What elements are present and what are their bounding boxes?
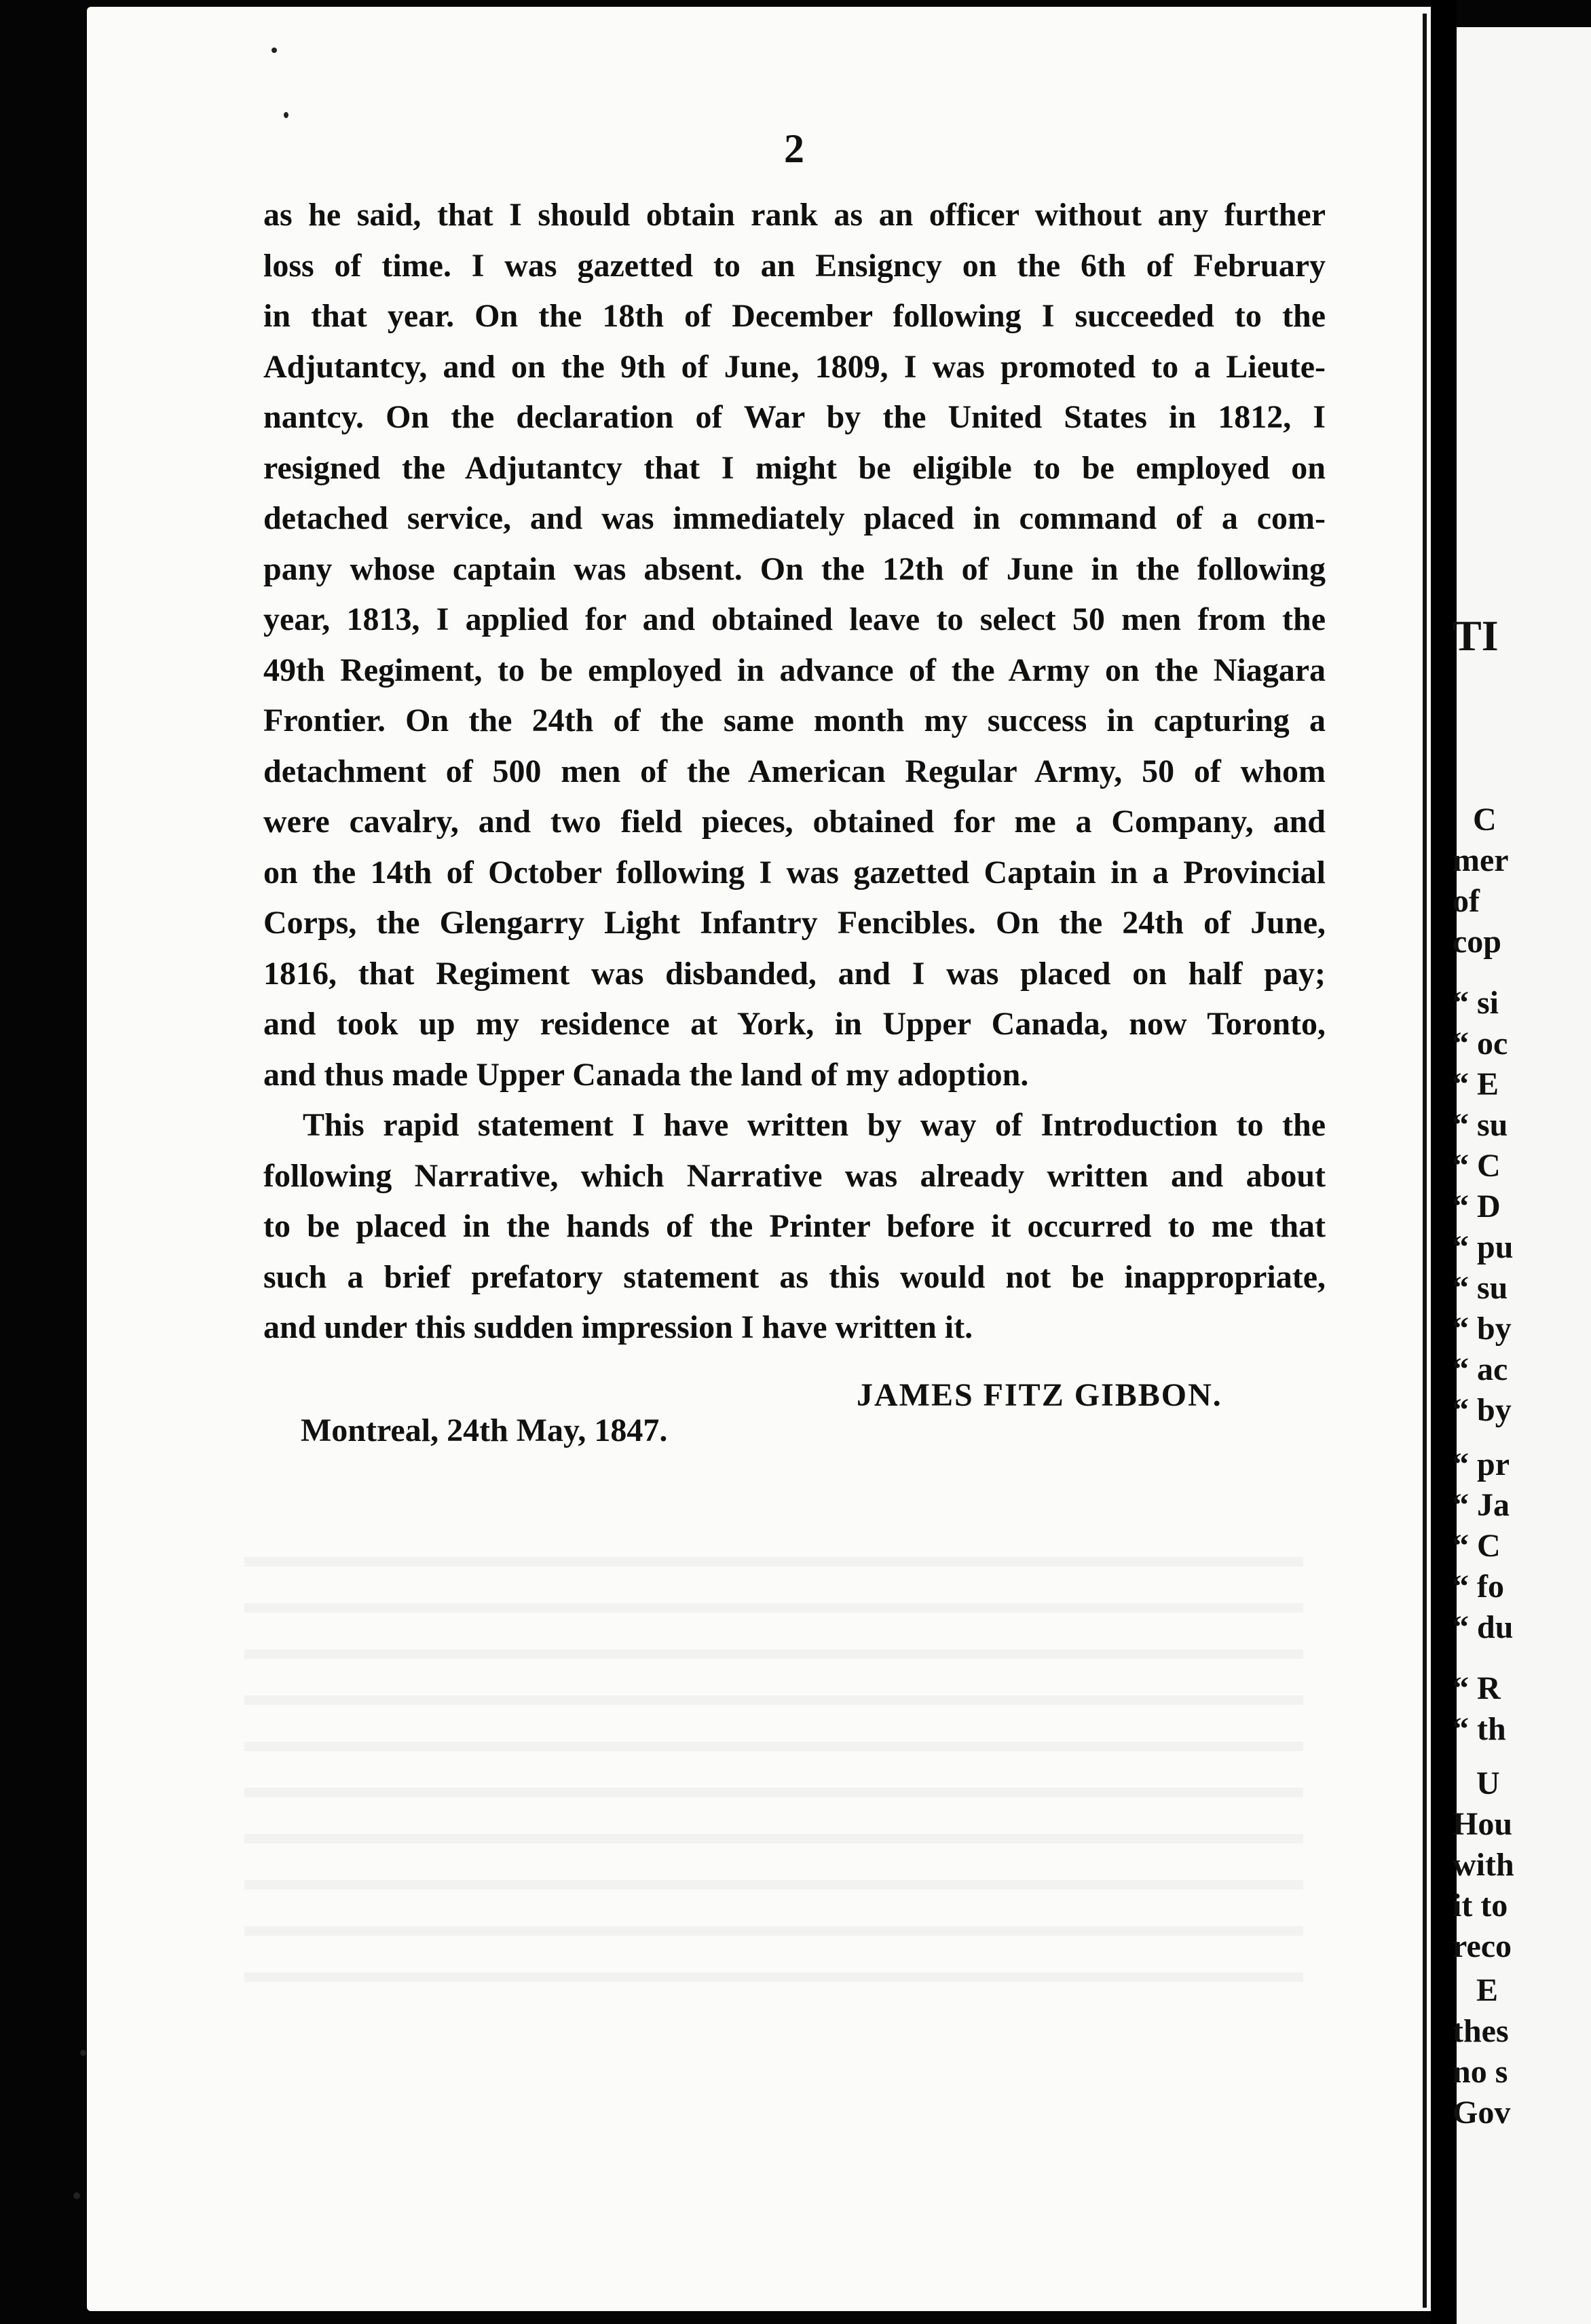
facing-page-fragment: with — [1453, 1847, 1514, 1883]
facing-page-fragment: “ by — [1453, 1311, 1512, 1347]
scan-speck — [80, 2050, 86, 2056]
dateline: Montreal, 24th May, 1847. — [301, 1412, 668, 1448]
facing-page-fragment: U — [1476, 1765, 1500, 1801]
text-line: to be placed in the hands of the Printer before it occurred to me that — [263, 1208, 1326, 1244]
facing-page-fragment: “ C — [1453, 1528, 1501, 1564]
text-line: and took up my residence at York, in Upper Canada, now Toronto, — [263, 1006, 1326, 1042]
facing-page-fragment: reco — [1453, 1928, 1512, 1964]
facing-page-fragment: “ Ja — [1453, 1487, 1510, 1523]
facing-page-fragment: “ oc — [1453, 1026, 1508, 1062]
facing-page-fragment: “ D — [1453, 1188, 1501, 1224]
scan-speck — [284, 112, 288, 118]
text-line: Corps, the Glengarry Light Infantry Fencibles. On the 24th of June, — [263, 905, 1326, 941]
facing-page-fragment: “ E — [1453, 1066, 1499, 1102]
facing-page-fragment: “ si — [1453, 985, 1499, 1021]
facing-page-fragment: “ su — [1453, 1270, 1508, 1306]
facing-page-fragment: “ R — [1453, 1670, 1501, 1706]
text-line: following Narrative, which Narrative was already written and about — [263, 1157, 1326, 1194]
facing-page-fragment: of — [1453, 883, 1480, 919]
text-line: as he said, that I should obtain rank as an officer without any further — [263, 197, 1326, 233]
text-line: year, 1813, I applied for and obtained leave to select 50 men from the — [263, 601, 1326, 637]
facing-page-fragment: “ C — [1453, 1148, 1501, 1184]
facing-page-fragment: “ pu — [1453, 1229, 1514, 1265]
text-line: Frontier. On the 24th of the same month my success in capturing a — [263, 702, 1326, 738]
text-line: on the 14th of October following I was gazetted Captain in a Provincial — [263, 854, 1326, 891]
facing-page-fragment: “ ac — [1453, 1351, 1508, 1387]
bleed-through-text — [244, 1520, 1303, 2009]
text-line: Adjutantcy, and on the 9th of June, 1809, I was promoted to a Lieute- — [263, 348, 1326, 385]
facing-page-fragment: TI — [1453, 612, 1499, 660]
scan-speck — [272, 48, 277, 53]
text-line: in that year. On the 18th of December following I succeeded to the — [263, 298, 1326, 334]
facing-page-fragment: thes — [1453, 2013, 1509, 2049]
text-line: loss of time. I was gazetted to an Ensigncy on the 6th of February — [263, 247, 1326, 284]
facing-page-fragment: Gov — [1453, 2095, 1511, 2131]
facing-page-fragment: “ su — [1453, 1107, 1508, 1143]
scan-speck — [73, 2192, 80, 2199]
author-signature: JAMES FITZ GIBBON. — [857, 1377, 1222, 1413]
text-line: resigned the Adjutantcy that I might be eligible to be employed on — [263, 449, 1326, 486]
facing-page-fragment: C — [1473, 802, 1497, 838]
text-line: such a brief prefatory statement as this would not be inappropriate, — [263, 1258, 1326, 1295]
facing-page-fragment: no s — [1453, 2054, 1508, 2090]
body-text — [263, 190, 1326, 1353]
text-line: and under this sudden impression I have written it. — [263, 1309, 973, 1345]
text-line: pany whose captain was absent. On the 12th of June in the following — [263, 550, 1326, 587]
facing-page-fragment: it to — [1453, 1888, 1508, 1924]
facing-page-fragment: “ du — [1453, 1609, 1514, 1645]
facing-page-fragment: E — [1476, 1972, 1499, 2008]
facing-page-fragment: “ th — [1453, 1711, 1506, 1747]
facing-page-fragment: Hou — [1453, 1806, 1513, 1842]
text-line: detached service, and was immediately placed in command of a com- — [263, 500, 1326, 536]
text-line: and thus made Upper Canada the land of my adoption. — [263, 1056, 1029, 1093]
text-line: detachment of 500 men of the American Regular Army, 50 of whom — [263, 753, 1326, 789]
facing-page-fragment: “ fo — [1453, 1569, 1504, 1605]
paragraph-start-line: This rapid statement I have written by way of Introduction to the — [303, 1107, 1326, 1143]
text-line: 1816, that Regiment was disbanded, and I was placed on half pay; — [263, 955, 1326, 992]
page-edge-shadow — [1423, 14, 1427, 2308]
facing-page-fragment: “ pr — [1453, 1446, 1510, 1482]
text-line: nantcy. On the declaration of War by the United States in 1812, I — [263, 399, 1326, 435]
text-line: 49th Regiment, to be employed in advance of the Army on the Niagara — [263, 652, 1326, 688]
facing-page-fragment: cop — [1453, 924, 1501, 960]
text-line: were cavalry, and two field pieces, obtained for me a Company, and — [263, 804, 1326, 840]
facing-page-fragment: mer — [1453, 842, 1509, 878]
facing-page-fragment: “ by — [1453, 1392, 1512, 1428]
page-number: 2 — [784, 126, 804, 171]
